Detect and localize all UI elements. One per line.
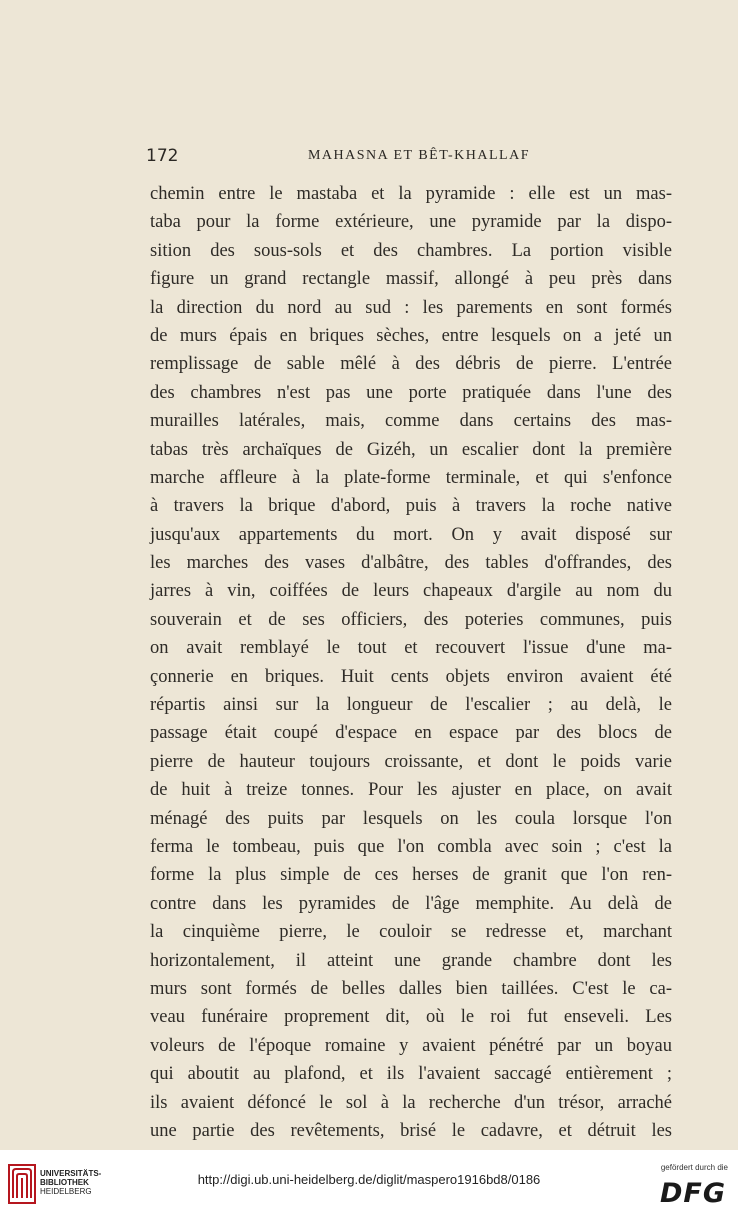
text-line: à travers la brique d'abord, puis à travers la roche native	[150, 496, 672, 517]
text-line: ferma le tombeau, puis que l'on combla avec soin ; c'est la	[150, 836, 672, 857]
library-name-line: BIBLIOTHEK	[40, 1178, 89, 1187]
running-title: MAHASNA ET BÊT-KHALLAF	[307, 148, 530, 163]
body-text	[150, 180, 672, 1174]
page-number: 172	[146, 146, 179, 166]
text-line: jusqu'aux appartements du mort. On y avait disposé sur	[150, 524, 672, 545]
text-line: sition des sous-sols et des chambres. La portion visible	[150, 240, 672, 261]
page-header	[146, 146, 672, 168]
text-line: de huit à treize tonnes. Pour les ajuster en place, on avait	[150, 780, 672, 801]
text-line: souverain et de ses officiers, des poteries communes, puis	[150, 609, 672, 630]
text-line: on avait remblayé le tout et recouvert l'issue d'une ma-	[150, 638, 672, 659]
text-line: jarres à vin, coiffées de leurs chapeaux d'argile au nom du	[150, 581, 672, 602]
library-name-line: HEIDELBERG	[40, 1187, 92, 1196]
text-line: une partie des revêtements, brisé le cadavre, et détruit les	[150, 1120, 672, 1141]
text-line: figure un grand rectangle massif, allongé à peu près dans	[150, 269, 672, 290]
dfg-logo: DFG	[659, 1178, 726, 1209]
text-line: veau funéraire proprement dit, où le roi fut enseveli. Les	[150, 1007, 672, 1028]
text-line: ils avaient défoncé le sol à la recherche d'un trésor, arraché	[150, 1092, 672, 1113]
text-line: forme la plus simple de ces herses de granit que l'on ren-	[150, 865, 672, 886]
library-name-line: UNIVERSITÄTS-	[40, 1169, 102, 1178]
text-line: tabas très archaïques de Gizéh, un escalier dont la première	[150, 439, 672, 460]
text-line: taba pour la forme extérieure, une pyramide par la dispo-	[150, 212, 672, 233]
text-line: passage était coupé d'espace en espace par des blocs de	[150, 723, 672, 744]
footer-bar	[0, 1150, 738, 1214]
text-line: ménagé des puits par lesquels on les coula lorsque l'on	[150, 808, 672, 829]
text-line: répartis ainsi sur la longueur de l'escalier ; au delà, le	[150, 695, 672, 716]
text-line: horizontalement, il atteint une grande chambre dont les	[150, 950, 672, 971]
text-line: qui aboutit au plafond, et ils l'avaient saccagé entièrement ;	[150, 1064, 672, 1085]
text-line: la direction du nord au sud : les parements en sont formés	[150, 297, 672, 318]
source-url-link[interactable]: http://digi.ub.uni-heidelberg.de/diglit/maspero1916bd8/0186	[197, 1172, 541, 1187]
text-line: la cinquième pierre, le couloir se redresse et, marchant	[150, 922, 672, 943]
text-line: des chambres n'est pas une porte pratiquée dans l'une des	[150, 382, 672, 403]
text-line: murs sont formés de belles dalles bien taillées. C'est le ca-	[150, 978, 672, 999]
text-line: chemin entre le mastaba et la pyramide : elle est un mas-	[150, 184, 672, 204]
text-line: de murs épais en briques sèches, entre lesquels on a jeté un	[150, 325, 672, 346]
text-line: murailles latérales, mais, comme dans certains des mas-	[150, 411, 672, 432]
funding-note: gefördert durch die	[660, 1163, 728, 1172]
text-line: les marches des vases d'albâtre, des tables d'offrandes, des	[150, 553, 672, 574]
text-line: voleurs de l'époque romaine y avaient pénétré par un boyau	[150, 1035, 672, 1056]
text-line: marche affleure à la plate-forme terminale, et qui s'enfonce	[150, 467, 672, 488]
text-line: pierre de hauteur toujours croissante, et dont le poids varie	[150, 751, 672, 772]
text-line: contre dans les pyramides de l'âge memphite. Au delà de	[150, 893, 672, 914]
text-line: remplissage de sable mêlé à des débris de pierre. L'entrée	[150, 354, 672, 375]
text-line: çonnerie en briques. Huit cents objets environ avaient été	[150, 666, 672, 687]
